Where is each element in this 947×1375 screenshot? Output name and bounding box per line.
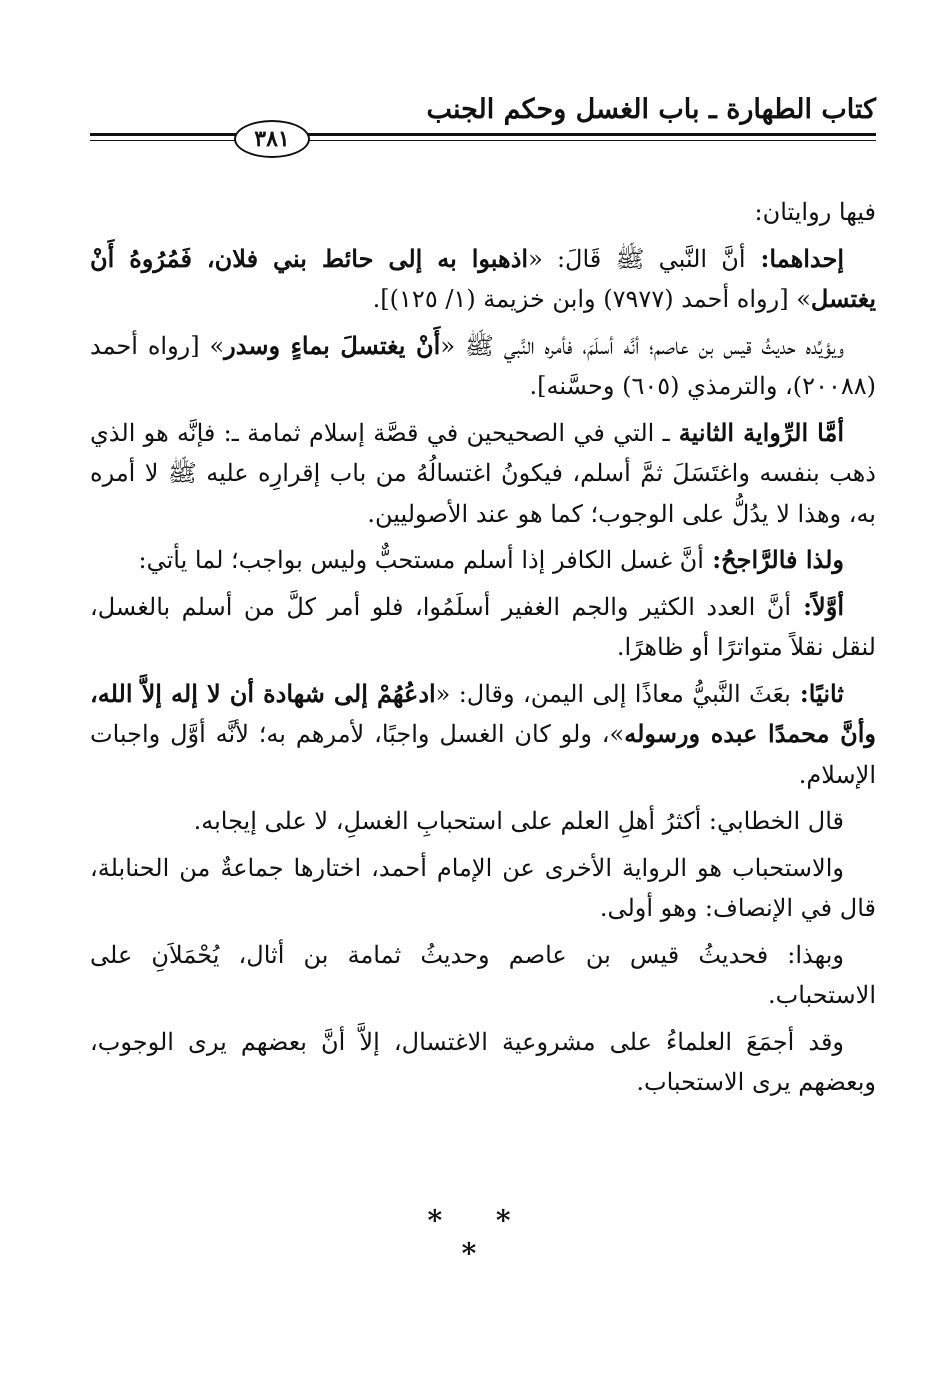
text-run: أنَّ غسل الكافر إذا أسلم مستحبٌّ وليس بواجب؛ لما يأتي: — [138, 546, 704, 574]
bold-text-run: ادعُهُمْ إلى شهادة أن لا إله إلاَّ الله، وأنَّ محمدًا عبده ورسوله — [90, 678, 876, 748]
section-separator: * * * — [427, 1204, 533, 1270]
paragraph — [90, 801, 876, 842]
text-run: ويؤيِّده حديثُ قيس بن عاصم؛ أنَّه أسلَمَ، فأمره النَّبي ﷺ « — [440, 331, 845, 360]
text-run: والاستحباب هو الرواية الأخرى عن الإمام أحمد، اختارها جماعةٌ من الحنابلة، قال في الإنصاف: وهو أولى. — [90, 853, 876, 922]
paragraph — [90, 413, 876, 535]
page-number: ٣٨١ — [234, 120, 310, 158]
bold-text-run: إحداهما: — [745, 243, 845, 273]
bold-text-run: أوَّلاً: — [791, 591, 844, 621]
bold-text-run: ولذا فالرَّاجحُ: — [703, 545, 844, 574]
text-run: فيها روايتان: — [754, 198, 876, 226]
text-run: أنَّ العدد الكثير والجم الغفير أسلَمُوا، فلو أمر كلَّ من أسلم بالغسل، لنقل نقلاً متواترًا أو ظاهرًا. — [90, 592, 876, 661]
header-rule-thick — [90, 133, 876, 136]
paragraph — [90, 1022, 876, 1103]
text-run: » [رواه أحمد (٧٩٧٧) وابن خزيمة (١/ ١٢٥)]. — [372, 285, 811, 313]
page-body — [90, 192, 876, 1109]
bold-text-run: أمَّا الرِّواية الثانية — [669, 417, 844, 447]
paragraph — [90, 239, 876, 320]
bold-text-run: ثانيًا: — [790, 678, 844, 708]
text-run: وقد أجمَعَ العلماءُ على مشروعية الاغتسال، إلاَّ أنَّ بعضهم يرى الوجوب، وبعضهم يرى الاستحباب. — [90, 1027, 876, 1096]
text-run: بعَثَ النَّبيُّ معاذًا إلى اليمن، وقال: « — [435, 679, 791, 708]
text-run: ـ التي في الصحيحين في قصَّة إسلام ثمامة ـ: فإنَّه هو الذي ذهب بنفسه واغتَسَلَ ثمَّ أسلم، فيكونُ اغتسالُهُ من باب إقرارِه عليه ﷺ لا أمره به، وهذا لا يدُلُّ على الوجوب؛ كما هو عند الأصوليين. — [90, 418, 876, 528]
bold-text-run: أَنْ يغتسلَ بماءٍ وسدر — [224, 330, 441, 360]
page-header — [90, 92, 876, 162]
running-title: كتاب الطهارة ـ باب الغسل وحكم الجنب — [426, 94, 876, 125]
text-run: » [رواه أحمد (٢٠٠٨٨)، والترمذي (٦٠٥) وحسَّنه]. — [90, 331, 876, 400]
text-run: وبهذا: فحديثُ قيس بن عاصم وحديثُ ثمامة بن أثال، يُحْمَلاَنِ على الاستحباب. — [90, 940, 876, 1009]
text-run: »، ولو كان الغسل واجبًا، لأمرهم به؛ لأنَّه أوَّل واجبات الإسلام. — [90, 720, 876, 789]
paragraph — [90, 540, 876, 581]
text-run: قال الخطابي: أكثرُ أهلِ العلم على استحبابِ الغسلِ، لا على إيجابه. — [193, 807, 844, 835]
paragraph — [90, 326, 876, 407]
paragraph — [90, 674, 876, 796]
bold-text-run: اذهبوا به إلى حائط بني فلان، فَمُرُوهُ أَنْ يغتسل — [90, 243, 876, 313]
paragraph — [90, 935, 876, 1016]
paragraph — [90, 587, 876, 668]
text-run: أنَّ النَّبي ﷺ قَالَ: « — [528, 244, 746, 273]
paragraph — [90, 192, 876, 233]
header-rule-thin — [90, 140, 876, 141]
paragraph — [90, 848, 876, 929]
